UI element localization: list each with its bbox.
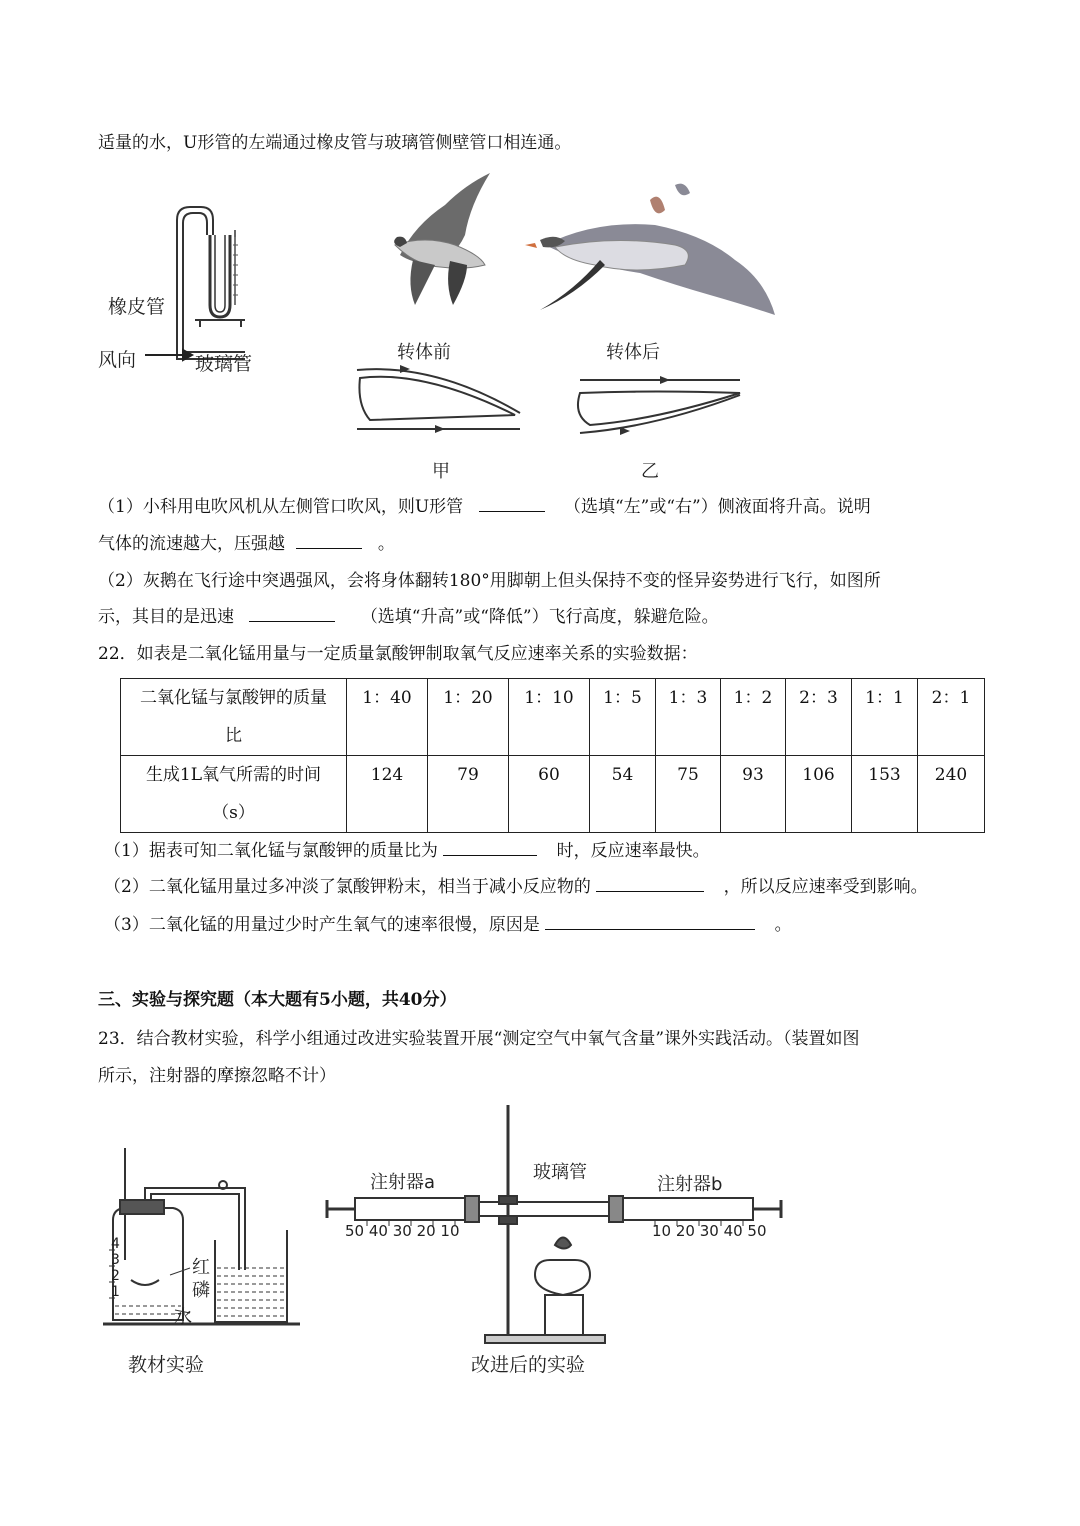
syringe-a-scale: 50 40 30 20 10 [345,1222,460,1240]
ratio-cell: 1：1 [852,679,918,756]
time-cell: 75 [656,756,721,833]
syringe-b-scale: 10 20 30 40 50 [652,1222,767,1240]
wind-arrow-icon [145,350,192,360]
q23-stem-line2: 所示，注射器的摩擦忽略不计） [98,1066,336,1086]
ratio-cell: 1：10 [509,679,590,756]
after-turn-label: 转体后 [606,342,660,363]
syringe-b-label: 注射器b [657,1174,723,1195]
q21-part2-line2: 示，其目的是迅速 （选填“升高”或“降低”）飞行高度，躲避危险。 [98,607,719,627]
answer-blank[interactable] [296,532,362,549]
airfoil-before-arrows [400,365,445,433]
q22-sub2: （2）二氧化锰用量过多冲淡了氯酸钾粉末，相当于减小反应物的 ，所以反应速率受到影响。 [104,877,928,897]
q21-part1-line2: 气体的流速越大，压强越 。 [98,534,395,554]
q23-stem-line1: 23．结合教材实验，科学小组通过改进实验装置开展“测定空气中氧气含量”课外实践活动。（装置如图 [98,1029,860,1049]
jar-scale-2: 2 [111,1268,120,1284]
time-cell: 93 [721,756,786,833]
jar-scale-3: 3 [111,1252,120,1268]
time-cell: 240 [918,756,985,833]
time-cell: 124 [347,756,428,833]
ratio-cell: 1：20 [428,679,509,756]
red-phosphorus-label-1: 红 [192,1257,210,1278]
jar-scale-4: 4 [111,1236,120,1252]
improved-experiment-label: 改进后的实验 [471,1354,586,1376]
answer-blank[interactable] [443,839,537,856]
water-label: 水 [174,1307,192,1328]
section3-title: 三、实验与探究题（本大题有5小题，共40分） [98,990,457,1010]
time-cell: 60 [509,756,590,833]
label-yi: 乙 [641,461,659,482]
ratio-cell: 2：3 [786,679,852,756]
data-table [120,678,985,833]
rubber-tube-label: 橡皮管 [108,296,166,318]
ratio-cell: 2：1 [918,679,985,756]
answer-blank[interactable] [249,605,335,622]
textbook-experiment-label: 教材实验 [128,1354,205,1376]
time-cell: 54 [590,756,656,833]
ratio-cell: 1：2 [721,679,786,756]
airfoil-after [578,380,740,433]
q22-sub1: （1）据表可知二氧化锰与氯酸钾的质量比为 时，反应速率最快。 [104,841,710,861]
before-turn-label: 转体前 [397,342,451,363]
answer-blank[interactable] [596,875,704,892]
glass-tube-label: 玻璃管 [195,353,253,375]
ratio-cell: 1：5 [590,679,656,756]
table-row-ratio [121,679,985,756]
red-phosphorus-label-2: 磷 [192,1280,210,1301]
time-cell: 153 [852,756,918,833]
goose-before-turn-icon [394,173,490,305]
goose-after-turn-icon [525,184,775,315]
figure-oxygen-experiments [95,1100,795,1390]
intro-line: 适量的水，U形管的左端通过橡皮管与玻璃管侧壁管口相连通。 [98,133,572,153]
q22-stem: 22．如表是二氧化锰用量与一定质量氯酸钾制取氧气反应速率关系的实验数据： [98,644,698,664]
q21-part1-line1: （1）小科用电吹风机从左侧管口吹风，则U形管 （选填“左”或“右”）侧液面将升高。说明 [98,497,871,517]
answer-blank[interactable] [479,495,545,512]
answer-blank[interactable] [545,913,755,930]
figure-wind-u-tube-geese [95,165,785,485]
time-cell: 79 [428,756,509,833]
syringe-a-label: 注射器a [370,1172,436,1193]
q22-sub3: （3）二氧化锰的用量过少时产生氧气的速率很慢，原因是 。 [104,915,792,935]
row-label-time: 生成1L氧气所需的时间 （s） [121,756,347,833]
jar-scale-1: 1 [111,1284,120,1300]
airfoil-before [357,369,520,429]
glass-tube-label-2: 玻璃管 [533,1162,587,1183]
label-jia: 甲 [432,461,450,482]
row-label-ratio: 二氧化锰与氯酸钾的质量 比 [121,679,347,756]
table-row-time [121,756,985,833]
ratio-cell: 1：40 [347,679,428,756]
ratio-cell: 1：3 [656,679,721,756]
time-cell: 106 [786,756,852,833]
q21-part2-line1: （2）灰鹅在飞行途中突遇强风，会将身体翻转180°用脚朝上但头保持不变的怪异姿势进行飞行，如图所 [98,571,881,591]
wind-direction-label: 风向 [98,349,137,371]
